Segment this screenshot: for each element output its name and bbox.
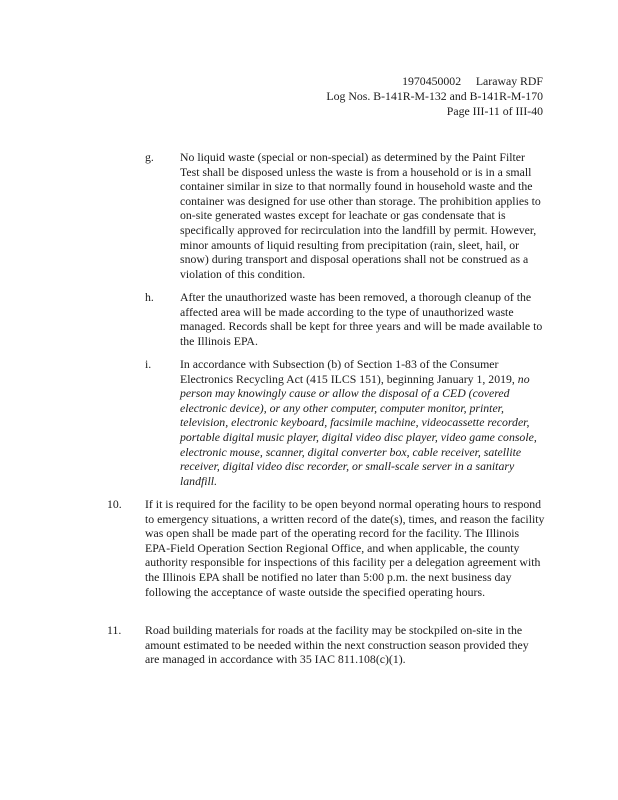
item-label-11: 11. bbox=[107, 623, 122, 637]
item-text-i-plain: In accordance with Subsection (b) of Section 1-83 of the Consumer Electronics Recycling Act (415 ILCS 151), beginning January 1, 2019, bbox=[180, 357, 518, 386]
item-text-11: Road building materials for roads at the facility may be stockpiled on-site in the amount estimated to be needed within the next construction season provided they are managed in accordance with 35 IAC 811.108(c)(1). bbox=[145, 623, 529, 667]
page-header bbox=[326, 74, 543, 119]
item-text-g: No liquid waste (special or non-special) as determined by the Paint Filter Test shall be disposed unless the waste is from a household or is in a small container similar in size to that normally found in household waste and the container was designed for use other than storage. The prohibition applies to on-site generated wastes except for leachate or gas condensate that is specifically approved for recirculation into the landfill by permit. However, minor amounts of liquid resulting from precipitation (rain, sleet, hail, or snow) during transport and disposal operations shall not be construed as a violation of this condition. bbox=[180, 150, 541, 281]
item-label-10: 10. bbox=[107, 497, 122, 511]
item-text-i-italic: no person may knowingly cause or allow the disposal of a CED (covered electronic device), or any other computer, computer monitor, printer, television, electronic keyboard, facsimile machine, videocassette recorder, portable digital music player, digital video disc player, video game console, electronic mouse, scanner, digital converter box, cable receiver, satellite receiver, digital video disc recorder, or small-scale server in a sanitary landfill. bbox=[180, 371, 537, 488]
item-text-h: After the unauthorized waste has been removed, a thorough cleanup of the affected area will be made according to the type of unauthorized waste managed. Records shall be kept for three years and will be made available to the Illinois EPA. bbox=[180, 290, 543, 348]
item-label-g: g. bbox=[145, 150, 154, 164]
item-text-10: If it is required for the facility to be open beyond normal operating hours to respond to emergency situations, a written record of the date(s), times, and reason the facility was open shall be made part of the operating record for the facility. The Illinois EPA-Field Operation Section Regional Office, and when applicable, the county authority responsible for inspections of this facility per a delegation agreement with the Illinois EPA shall be notified no later than 5:00 p.m. the next business day following the acceptance of waste outside the specified operating hours. bbox=[145, 497, 545, 599]
header-page-number: Page III-11 of III-40 bbox=[446, 104, 543, 118]
header-log-numbers: Log Nos. B-141R-M-132 and B-141R-M-170 bbox=[326, 89, 543, 103]
item-label-i: i. bbox=[145, 357, 152, 371]
item-label-h: h. bbox=[145, 290, 154, 304]
header-permit-line: 1970450002 Laraway RDF bbox=[402, 74, 543, 88]
item-text-i bbox=[180, 357, 545, 488]
